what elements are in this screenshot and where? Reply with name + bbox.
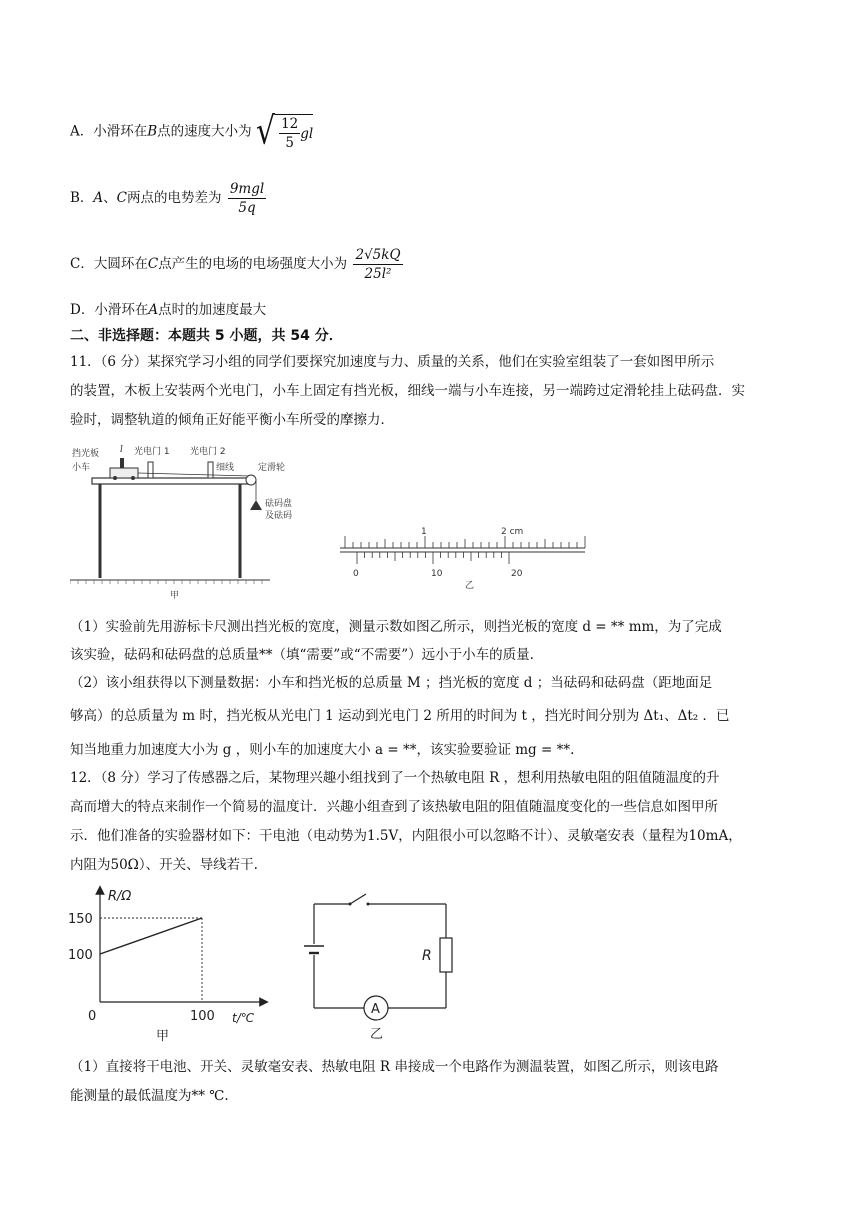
string [138, 473, 250, 476]
option-a-frac-num: 12 [281, 116, 299, 132]
option-a [70, 109, 314, 154]
option-b-sep: 、 [103, 190, 117, 206]
caption-yi-1: 乙 [465, 581, 475, 590]
q11-sub2-line-3: 知当地重力加速度大小为 g ，则小车的加速度大小 a = **，该实验要验证 mg = **. [70, 742, 575, 758]
option-a-point: B [147, 123, 158, 140]
option-b-point-c: C [116, 190, 128, 206]
x-tick-0: 0 [88, 1009, 97, 1024]
rt-graph [64, 884, 274, 1044]
y-tick-100: 100 [68, 948, 93, 963]
option-c-prefix: C．大圆环在 [70, 256, 148, 272]
option-c-middle: 点产生的电场的电场强度大小为 [158, 256, 348, 272]
option-c-frac [353, 246, 402, 283]
vernier-label-0: 0 [353, 569, 359, 579]
option-b-point-a: A [93, 190, 104, 206]
vernier-scale-ticks [357, 552, 509, 564]
ammeter-label: A [371, 1002, 380, 1017]
label-gate1: 光电门 1 [134, 447, 170, 457]
option-b-frac [228, 180, 266, 217]
circuit-figure [290, 886, 470, 1046]
main-label-2cm: 2 cm [501, 527, 524, 537]
option-c-frac-num: 2√5kQ [355, 247, 401, 263]
resistor-label: R [422, 948, 432, 964]
q11-line-2: 的装置，木板上安装两个光电门，小车上固定有挡光板，细线一端与小车连接，另一端跨过定滑轮挂上砝码盘．实 [70, 383, 745, 399]
q11-sub1-line-2: 该实验，砝码和砝码盘的总质量**（填“需要”或“不需要”）远小于小车的质量. [70, 647, 534, 663]
caption-graph: 甲 [156, 1029, 170, 1044]
option-d-prefix: D．小滑环在 [70, 302, 149, 318]
q11-line-1: 11．（6 分）某探究学习小组的同学们要探究加速度与力、质量的关系，他们在实验室组装了一套如图甲所示 [70, 354, 715, 370]
q11-sub2-line-1: （2）该小组获得以下测量数据：小车和挡光板的总质量 M ；挡光板的宽度 d ；当砝码和砝码盘（距地面足 [70, 675, 713, 691]
label-pan: 砝码盘 [265, 499, 293, 509]
option-d-point: A [148, 302, 159, 318]
y-tick-150: 150 [68, 912, 93, 927]
caption-circuit: 乙 [370, 1027, 384, 1042]
option-b-frac-den: 5q [238, 200, 256, 216]
thermistor [440, 938, 452, 972]
x-axis-label: t/℃ [232, 1011, 255, 1025]
apparatus-figure [70, 440, 320, 600]
x-tick-100: 100 [190, 1009, 215, 1024]
option-c-point: C [147, 256, 159, 272]
label-cart: 小车 [72, 463, 91, 473]
option-d [70, 300, 266, 320]
label-gate2: 光电门 2 [190, 447, 226, 457]
q11-sub1-line-1: （1）实验前先用游标卡尺测出挡光板的宽度，测量示数如图乙所示，则挡光板的宽度 d = ** mm，为了完成 [70, 619, 722, 635]
q12-sub1-line-2: 能测量的最低温度为** ℃. [70, 1088, 229, 1104]
q12-line-4: 内阻为50Ω）、开关、导线若干. [70, 857, 258, 873]
q12-line-2: 高而增大的特点来制作一个简易的温度计．兴趣小组查到了该热敏电阻的阻值随温度变化的一些信息如图甲所 [70, 799, 718, 815]
q12-sub1-line-1: （1）直接将干电池、开关、灵敏毫安表、热敏电阻 R 串接成一个电路作为测温装置，如图乙所示，则该电路 [70, 1059, 719, 1075]
option-b-prefix: B． [70, 190, 94, 206]
vernier-figure [335, 520, 595, 590]
option-a-tail: gl [300, 125, 314, 142]
label-string: 细线 [216, 463, 235, 473]
label-pan2: 及砝码 [265, 511, 293, 521]
label-shutter: 挡光板 [72, 449, 100, 459]
option-d-middle: 点时的加速度最大 [158, 302, 267, 318]
main-label-1: 1 [421, 527, 427, 537]
option-b-frac-num: 9mgl [229, 181, 265, 197]
q11-sub2-line-2: 够高）的总质量为 m 时，挡光板从光电门 1 运动到光电门 2 所用的时间为 t ，挡光时间分别为 Δt₁、Δt₂ ．已 [70, 708, 730, 724]
y-axis-label: R/Ω [108, 889, 132, 904]
option-c-frac-den: 25l² [364, 266, 392, 282]
q12-line-1: 12．（8 分）学习了传感器之后，某物理兴趣小组找到了一个热敏电阻 R ，想利用热敏电阻的阻值随温度的升 [70, 770, 720, 786]
option-a-middle: 点的速度大小为 [157, 123, 252, 140]
photogate-2 [208, 462, 213, 478]
q11-line-3: 验时，调整轨道的倾角正好能平衡小车所受的摩擦力． [70, 412, 394, 428]
switch [350, 894, 366, 904]
main-scale-ticks [345, 536, 585, 548]
option-b-middle: 两点的电势差为 [127, 190, 222, 206]
option-c [70, 246, 403, 283]
q12-line-3: 示．他们准备的实验器材如下：干电池（电动势为1.5V，内阻很小可以忽略不计）、灵敏毫安表（量程为10mA， [70, 828, 742, 844]
shutter-plate [120, 458, 124, 468]
option-a-text: A．小滑环在 [70, 123, 148, 140]
option-a-frac-den: 5 [285, 135, 294, 151]
pulley [246, 475, 256, 485]
weight-pan [250, 500, 262, 510]
label-pulley: 定滑轮 [258, 463, 286, 473]
vernier-label-20: 20 [511, 569, 523, 579]
vernier-label-10: 10 [431, 569, 443, 579]
label-l: l [120, 445, 123, 455]
option-a-sqrt: √ $\frac{12}{5}$ gl [255, 109, 314, 154]
section-heading: 二、非选择题：本题共 5 小题，共 54 分． [70, 328, 343, 344]
rt-series-line [100, 918, 202, 954]
photogate-1 [148, 462, 153, 478]
caption-jia-1: 甲 [170, 591, 180, 600]
option-b [70, 180, 266, 217]
